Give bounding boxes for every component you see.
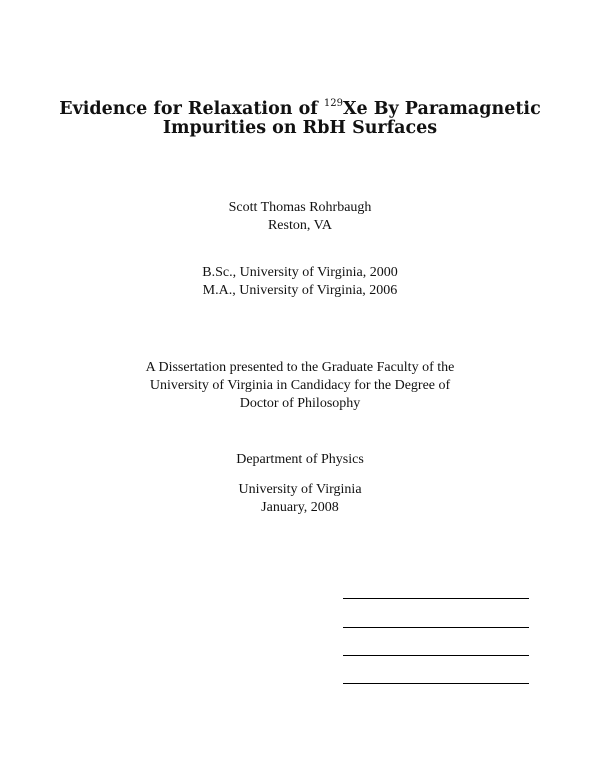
institution-name: University of Virginia <box>238 482 362 497</box>
submission-date: January, 2008 <box>261 500 339 515</box>
author-name: Scott Thomas Rohrbaugh <box>228 200 372 215</box>
document-title <box>0 100 600 138</box>
dissertation-line-2: University of Virginia in Candidacy for the Degree of <box>149 378 451 393</box>
title-line-2: Impurities on RbH Surfaces <box>162 118 438 138</box>
signature-line-4 <box>343 683 529 684</box>
isotope-superscript: 129 <box>323 98 343 110</box>
degree-bsc: B.Sc., University of Virginia, 2000 <box>202 265 398 280</box>
signature-line-3 <box>343 655 529 656</box>
signature-line-2 <box>343 627 529 628</box>
author-location: Reston, VA <box>267 218 333 233</box>
department <box>0 451 600 469</box>
degree-ma: M.A., University of Virginia, 2006 <box>202 283 398 298</box>
dissertation-line-1: A Dissertation presented to the Graduate Faculty of the <box>145 360 455 375</box>
dissertation-line-3: Doctor of Philosophy <box>239 396 361 411</box>
institution-block <box>0 481 600 517</box>
signature-line-1 <box>343 598 529 599</box>
dissertation-statement <box>0 359 600 413</box>
title-line-1-suffix: Xe By Paramagnetic <box>342 99 541 119</box>
author-block <box>0 199 600 235</box>
title-line-1-prefix: Evidence for Relaxation of <box>59 99 324 119</box>
degrees-block <box>0 264 600 300</box>
department-name: Department of Physics <box>236 452 364 467</box>
title-line-1 <box>0 100 600 119</box>
